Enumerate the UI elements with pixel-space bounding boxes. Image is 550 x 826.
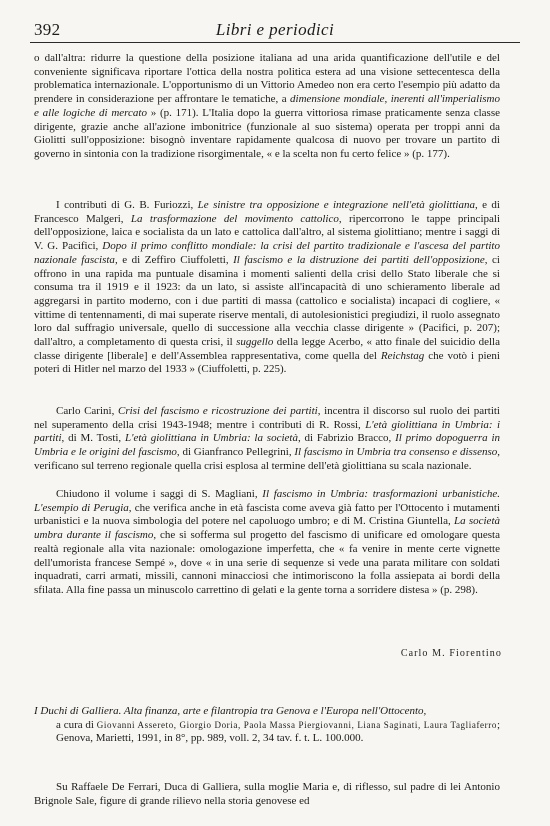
book-title: I Duchi di Galliera. Alta finanza, arte e filantropia tra Genova e l'Europa nell'Ottocento, [34,705,427,717]
running-title: Libri e periodici [215,20,335,39]
paragraph-text: Chiudono il volume i saggi di S. Magliani, [56,488,263,500]
paragraph-text: , verificano sul terreno regionale quella crisi esplosa al termine dell'età giolittiana su scala nazionale. [34,446,500,472]
publication-details: ; Genova, Marietti, 1991, in 8°, pp. 989, voll. 2, 34 tav. f. t. L. 100.000. [56,718,500,745]
paragraph-text: , ci offrono in una rapida ma puntuale disamina i momenti salienti della crisi dello Stato liberale che si consuma tra il 1919 e il 1923: da un lato, si assiste all'incapacità di uno schieramento liberale ad aggregarsi in partito moderno, con i due partiti di massa (cattolico e socialista) incapaci di cogliere, « vittime di tentennamenti, di mai superate riserve mentali, di autolesionistici pregiudizi, il ruolo assegnato loro dal suffragio universale, quello di successione alla vecchia classe dirigente » (Pacifici, p. 207); dall'altro, a completamento di questa crisi, il [34,253,500,349]
body-paragraph-5 [34,781,500,808]
paragraph-text: , di Fabrizio Bracco, [297,432,396,445]
cited-title: La società umbra durante il fascismo [34,515,500,542]
cited-title: Il fascismo e la distruzione dei partiti dell'opposizione [233,253,485,266]
paragraph-text: , incentra il discorso sul ruolo dei partiti nel superamento della crisi 1943-1948; mentre i contributi di R. Rossi, [34,405,500,431]
paragraph-text: che votò i pieni poteri di Hitler nel marzo del 1933 » (Ciuffoletti, p. 225). [34,349,500,376]
paragraph-text: , e di Zeffiro Ciuffoletti, [114,253,234,266]
header-rule [30,42,520,43]
paragraph-text: I contributi di G. B. Furiozzi, [56,199,198,211]
page-number: 392 [34,20,61,39]
body-paragraph-1 [34,52,500,162]
paragraph-text: o dall'altra: ridurre la questione della posizione italiana ad una arida quantificazione dell'utile e del conveniente significava riportare l'ottica della nostra politica estera ad una visione settecentesca della problematica internazionale. L'opportunismo di un Vittorio Amedeo non era certo l'esempio più adatto da prendere in considerazione per affrontare le tematiche, a [34,52,500,106]
editor-names: Giovanni Assereto, Giorgio Doria, Paola Massa Piergiovanni, Liana Saginati, Laura Tagliaferro [96,719,497,730]
paragraph-text: , che si sofferma sul progetto del fascismo di unificare ed omologare questa realtà regionale alla vita nazionale: omologazione imperfetta, che « fa venire in mente certe vignette dell'umorista francese Sempé », dove « in una serie di sequenze si vede una parata militare con soldati inquadrati, carri armati, missili, cannoni minacciosi che intimoriscono la folla assiepata ai bordi della sfilata. Alla fine passa un minuscolo carrettino di gelati e la gente torna a sorridere distesa » (p. 298). [34,529,500,596]
cited-title: Le sinistre tra opposizione e integrazione nell'età giolittiana [197,199,475,211]
italic-word: suggello [236,336,274,349]
paragraph-text: , di M. Tosti, [61,432,125,445]
italic-word: Reichstag [380,349,425,362]
cited-title: La trasformazione del movimento cattolico [130,212,339,225]
paragraph-text: , che verifica anche in età fascista come aveva già fatto per l'Ottocento i mutamenti urbanistici e la nuova simbologia del potere nel capoluogo umbro; e di M. Cristina Giuntella, [34,501,500,528]
italic-phrase: dimensione mondiale, inerenti all'imperialismo e alle logiche di mercato [34,93,500,119]
body-paragraph-4 [34,488,500,598]
cited-title: Dopo il primo conflitto mondiale: la crisi del partito tradizionale e l'ascesa del partito nazionale fascista [34,240,500,266]
cited-title: L'età giolittiana in Umbria: la società [125,432,298,445]
cited-title: Crisi del fascismo e ricostruzione dei partiti [117,405,318,417]
review-text: a cura di [56,718,97,731]
cited-title: Il fascismo in Umbria tra consenso e dissenso [294,446,498,459]
paragraph-text: Su Raffaele De Ferrari, Duca di Galliera, sulla moglie Maria e, di riflesso, sul padre di lei Antonio Brignole Sale, figure di grande rilievo nella storia genovese ed [34,781,500,807]
page-header [30,18,520,42]
body-paragraph-3 [34,405,500,474]
cited-title: L'età giolittiana in Umbria: i partiti [34,418,500,445]
cited-title: Il primo dopoguerra in Umbria e le origini del fascismo [34,432,501,459]
paragraph-text: Carlo Carini, [56,405,118,417]
author-signature: Carlo M. Fiorentino [400,648,502,659]
paragraph-text: » (p. 171). L'Italia dopo la guerra vittoriosa rimase praticamente senza classe dirigente, grazie anche all'azione imbonitrice (funzionale al suo sistema) operata per troppi anni da Giolitti sull'opposizione: bisognò inventare rapidamente qualcosa di nuovo per trovare un partito di governo in sintonia con la tradizione risorgimentale, « e la scelta non fu certo felice » (p. 177). [34,106,500,160]
paragraph-text: , di Gianfranco Pellegrini, [176,446,295,459]
body-paragraph-2 [34,199,500,377]
cited-title: Il fascismo in Umbria: trasformazioni urbanistiche. L'esempio di Perugia [34,488,500,514]
paragraph-text: , ripercorrono le tappe principali dell'opposizione, laica e socialista da un lato e cattolica dall'altro, al sistema giolittiano; mentre i saggi di V. G. Pacifici, [34,212,500,253]
review-heading [34,705,500,746]
paragraph-text: , e di Francesco Malgeri, [34,199,500,225]
paragraph-text: della legge Acerbo, « atto finale del suicidio della classe dirigente [liberale] e dell'Assemblea rappresentativa, come quella del [34,336,500,362]
